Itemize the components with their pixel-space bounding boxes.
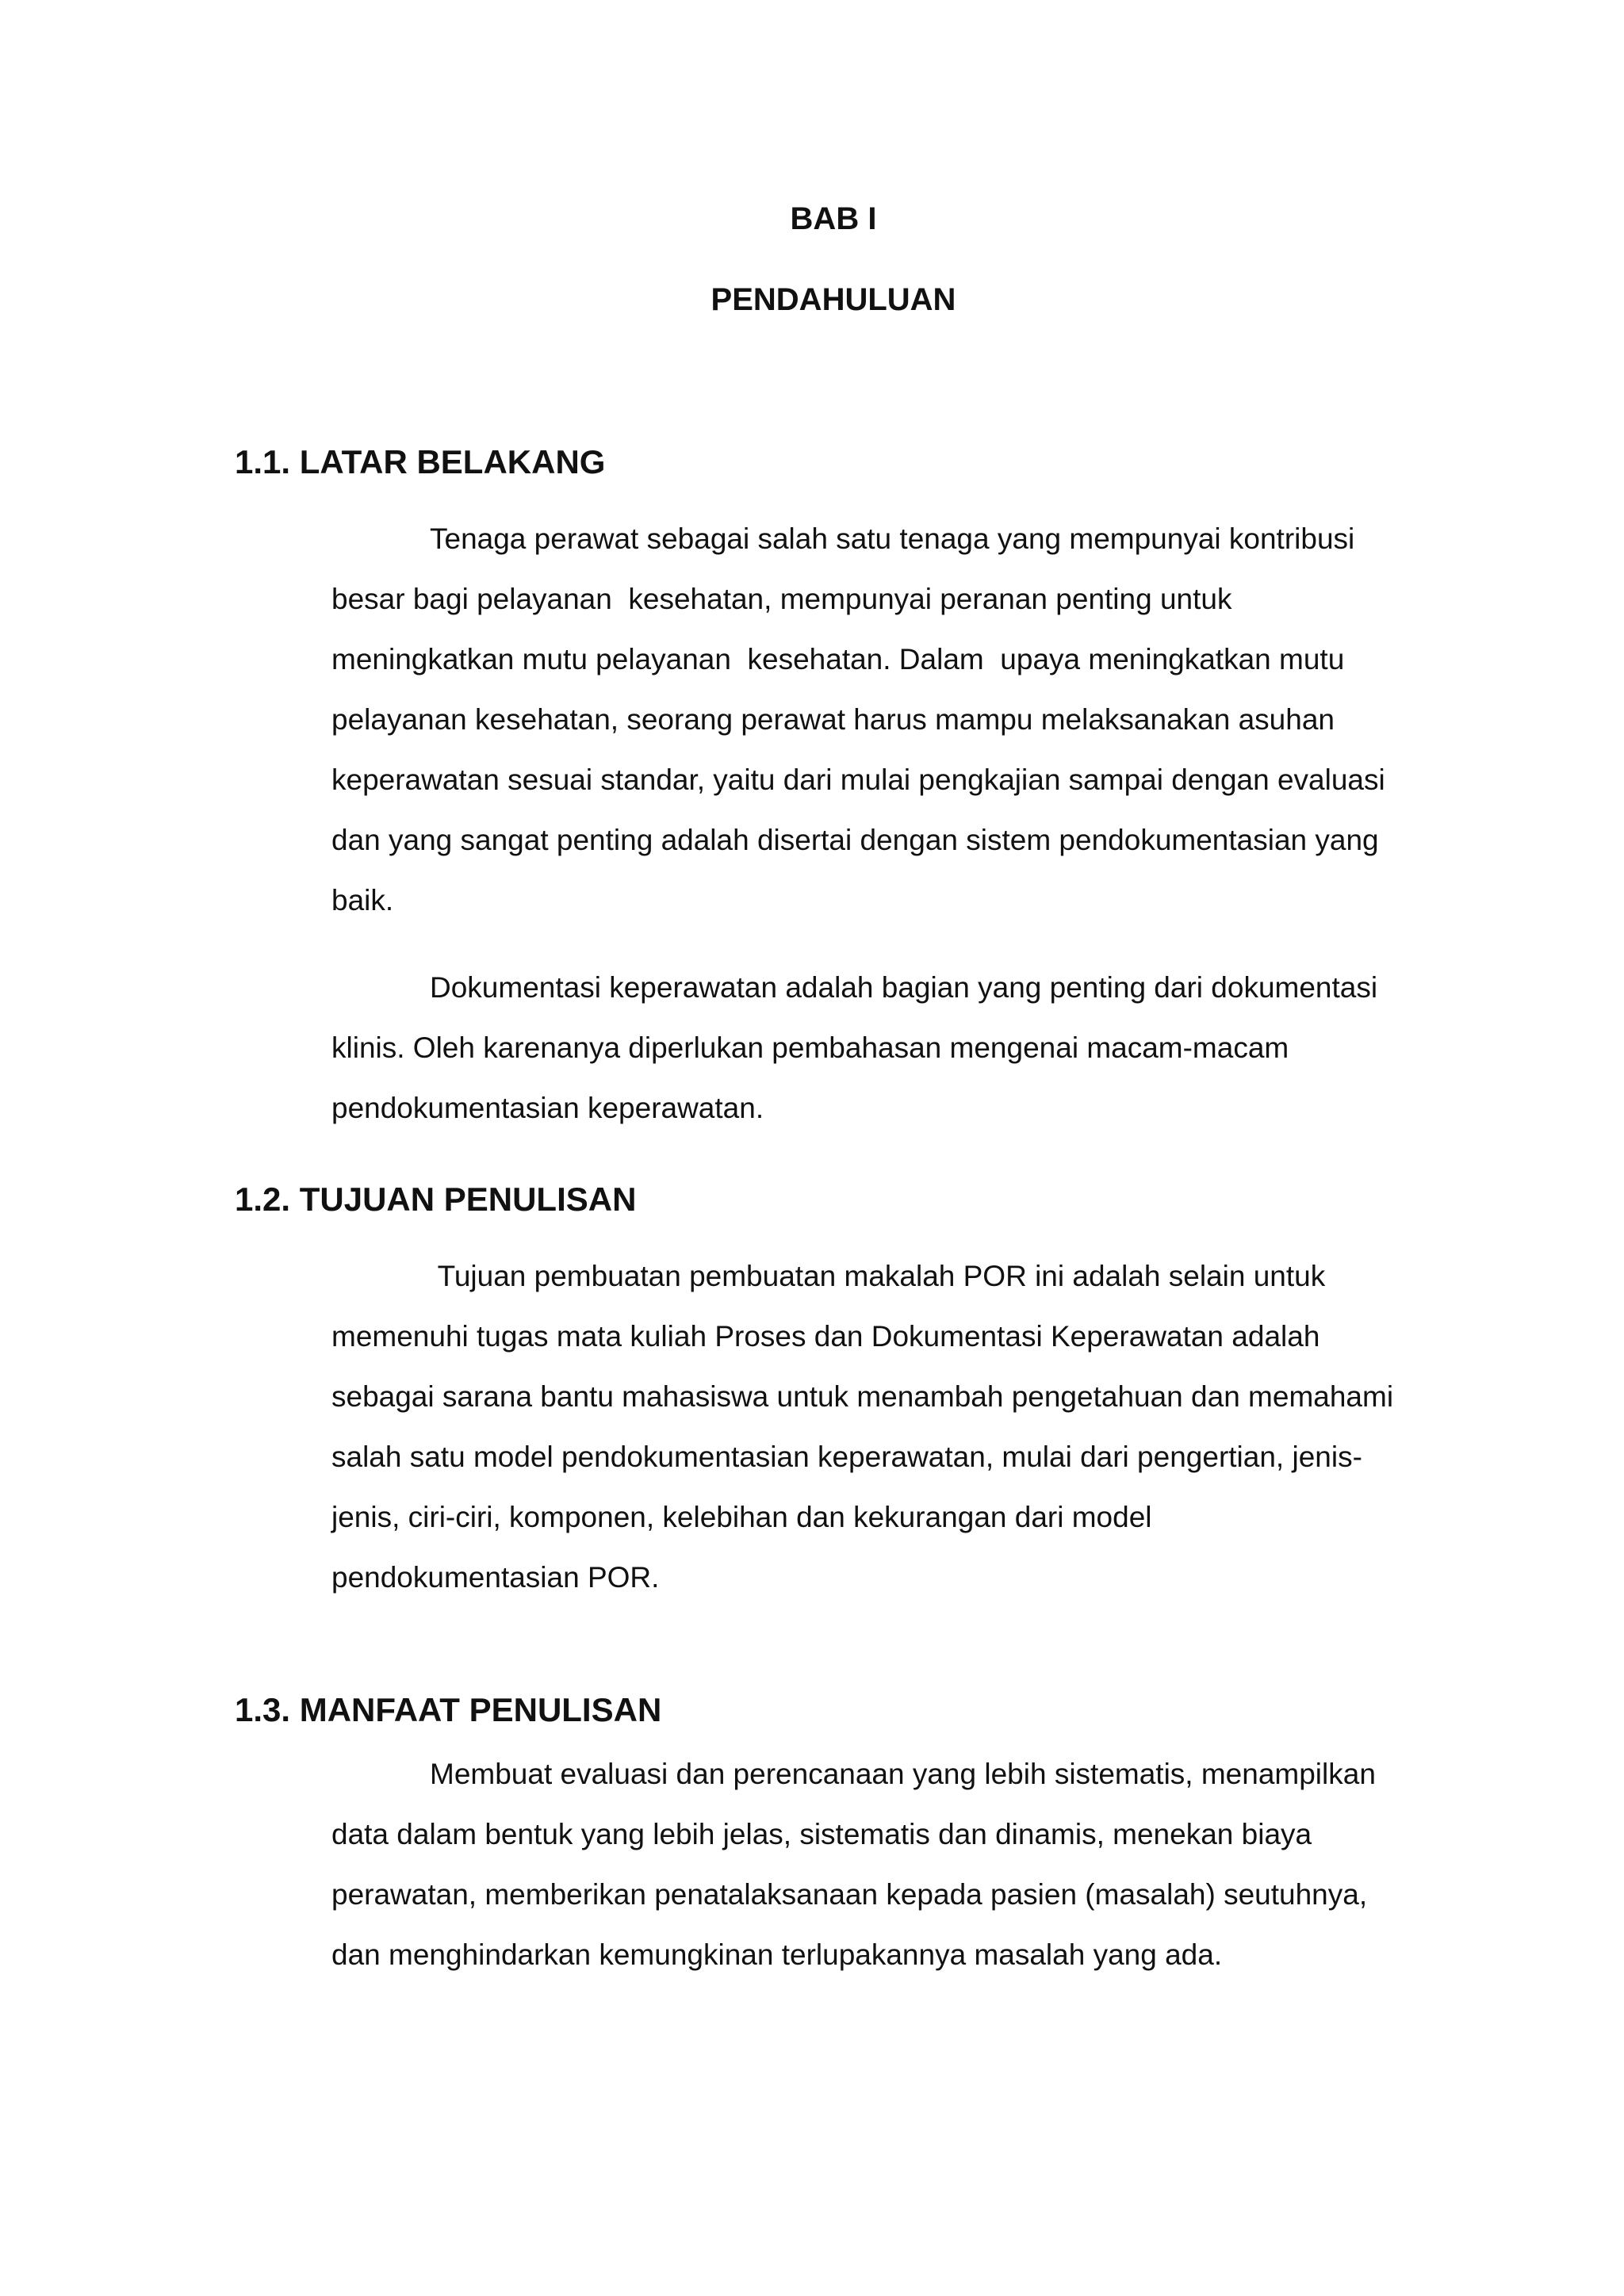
paragraph-tujuan-penulisan [331, 1246, 1426, 1608]
paragraph-line: keperawatan sesuai standar, yaitu dari mulai pengkajian sampai dengan evaluasi [331, 763, 1385, 796]
paragraph-line: jenis, ciri-ciri, komponen, kelebihan dan kekurangan dari model [331, 1501, 1152, 1533]
paragraph-line: Dokumentasi keperawatan adalah bagian yang penting dari dokumentasi [430, 971, 1378, 1004]
paragraph-line: pendokumentasian POR. [331, 1561, 660, 1594]
paragraph-line: Tujuan pembuatan pembuatan makalah POR ini adalah selain untuk [430, 1260, 1326, 1292]
paragraph-line: sebagai sarana bantu mahasiswa untuk menambah pengetahuan dan memahami [331, 1380, 1394, 1413]
section-heading-tujuan-penulisan: 1.2. TUJUAN PENULISAN [235, 1181, 637, 1218]
paragraph-line: pendokumentasian keperawatan. [331, 1092, 764, 1124]
paragraph-latar-belakang-1 [331, 509, 1426, 931]
paragraph-line: klinis. Oleh karenanya diperlukan pembahasan mengenai macam-macam [331, 1031, 1289, 1064]
paragraph-line: Membuat evaluasi dan perencanaan yang lebih sistematis, menampilkan [430, 1758, 1376, 1790]
paragraph-line: baik. [331, 884, 394, 916]
paragraph-line: pelayanan kesehatan, seorang perawat harus mampu melaksanakan asuhan [331, 703, 1335, 736]
section-heading-latar-belakang: 1.1. LATAR BELAKANG [235, 443, 606, 480]
paragraph-line: besar bagi pelayanan kesehatan, mempunyai peranan penting untuk [331, 583, 1232, 615]
chapter-title: PENDAHULUAN [710, 282, 956, 317]
paragraph-manfaat-penulisan [331, 1744, 1426, 1985]
paragraph-line: dan menghindarkan kemungkinan terlupakannya masalah yang ada. [331, 1938, 1223, 1971]
paragraph-line: memenuhi tugas mata kuliah Proses dan Dokumentasi Keperawatan adalah [331, 1320, 1320, 1353]
paragraph-line: salah satu model pendokumentasian keperawatan, mulai dari pengertian, jenis- [331, 1441, 1362, 1473]
paragraph-line: meningkatkan mutu pelayanan kesehatan. Dalam upaya meningkatkan mutu [331, 643, 1345, 675]
chapter-number: BAB I [790, 201, 877, 236]
paragraph-line: Tenaga perawat sebagai salah satu tenaga yang mempunyai kontribusi [430, 522, 1355, 555]
paragraph-line: perawatan, memberikan penatalaksanaan kepada pasien (masalah) seutuhnya, [331, 1878, 1368, 1911]
paragraph-line: dan yang sangat penting adalah disertai dengan sistem pendokumentasian yang [331, 824, 1379, 856]
paragraph-line: data dalam bentuk yang lebih jelas, sistematis dan dinamis, menekan biaya [331, 1818, 1312, 1850]
paragraph-latar-belakang-2 [331, 958, 1426, 1138]
section-heading-manfaat-penulisan: 1.3. MANFAAT PENULISAN [235, 1691, 662, 1728]
